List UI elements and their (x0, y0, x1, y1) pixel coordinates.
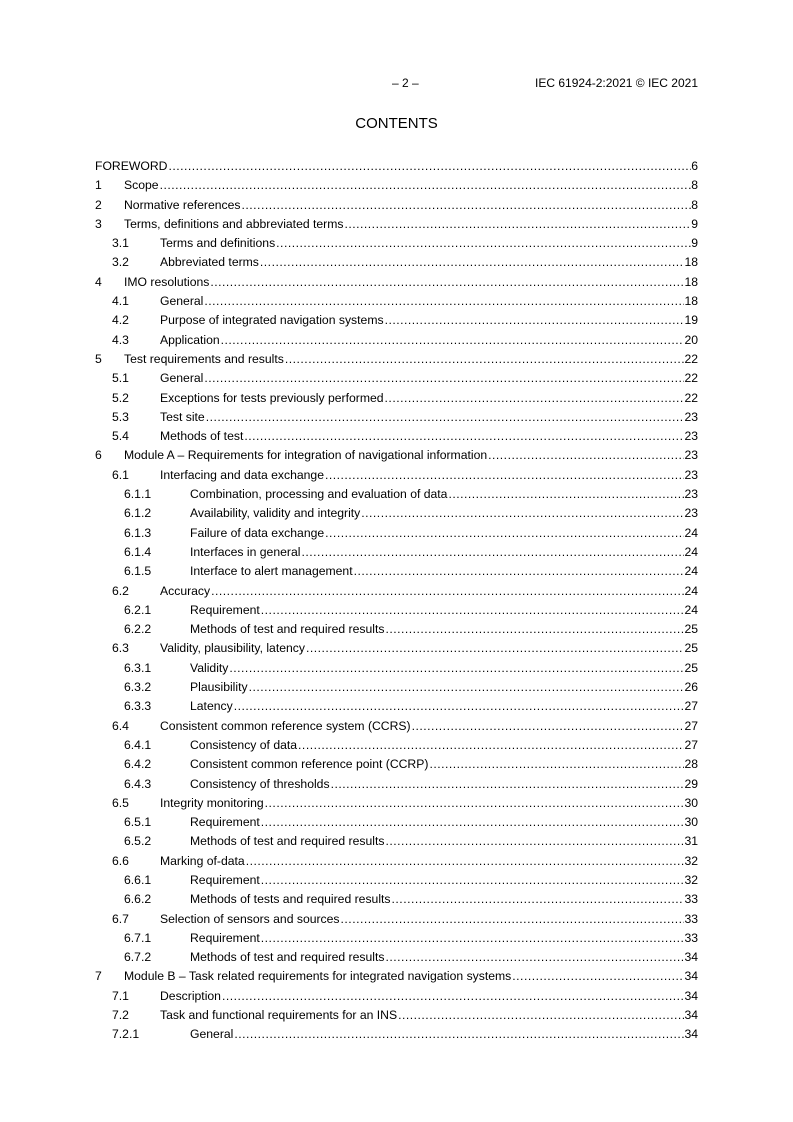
dot-leader (384, 833, 684, 849)
toc-entry-title: Test requirements and results (124, 351, 284, 366)
toc-entry-page: 23 (684, 506, 698, 521)
dot-leader (330, 776, 685, 792)
toc-entry-title: Marking of-data (160, 853, 245, 868)
toc-entry-line (160, 988, 698, 1004)
dot-leader (360, 505, 684, 521)
toc-entry-title: FOREWORD (95, 159, 168, 173)
dot-leader (233, 698, 685, 714)
toc-entry-page: 24 (684, 544, 698, 559)
toc-entry-page: 18 (684, 274, 698, 289)
dot-leader (167, 158, 691, 174)
toc-entry-title: Methods of tests and required results (190, 892, 391, 907)
toc-entry-number: 3.2 (112, 255, 129, 270)
toc-entry[interactable] (95, 351, 698, 370)
toc-entry-page: 27 (684, 737, 698, 752)
toc-entry-number: 5.4 (112, 429, 129, 444)
toc-entry-title: Requirement (190, 872, 260, 887)
toc-entry-page: 8 (691, 197, 698, 212)
dot-leader (384, 949, 684, 965)
toc-entry-number: 6.5 (112, 795, 129, 810)
toc-entry[interactable] (95, 756, 698, 775)
toc-entry-page: 9 (691, 216, 698, 231)
toc-entry-title: Interfacing and data exchange (160, 467, 324, 482)
toc-entry-line (160, 911, 698, 927)
dot-leader (340, 911, 685, 927)
toc-entry-title: Consistency of thresholds (190, 776, 330, 791)
toc-entry-number: 6.4.2 (124, 757, 152, 772)
toc-entry-number: 6.3.3 (124, 699, 152, 714)
toc-entry[interactable] (95, 776, 698, 795)
toc-entry-number: 5.1 (112, 371, 129, 386)
toc-entry-title: Availability, validity and integrity (190, 506, 361, 521)
toc-entry-title: Combination, processing and evaluation of data (190, 487, 448, 502)
header-reference: IEC 61924-2:2021 © IEC 2021 (535, 76, 698, 90)
toc-entry-page: 31 (684, 834, 698, 849)
toc-entry[interactable] (95, 525, 698, 544)
toc-entry-page: 30 (684, 795, 698, 810)
toc-entry-line (160, 235, 698, 251)
toc-entry-page: 25 (684, 622, 698, 637)
toc-entry-page: 24 (684, 583, 698, 598)
toc-entry-line (160, 1007, 698, 1023)
toc-entry[interactable] (95, 640, 698, 659)
toc-entry[interactable] (95, 447, 698, 466)
toc-entry[interactable] (95, 486, 698, 505)
toc-entry-page: 32 (684, 872, 698, 887)
toc-entry-title: Failure of data exchange (190, 525, 325, 540)
toc-entry-title: Application (160, 332, 220, 347)
dot-leader (260, 602, 685, 618)
toc-entry-number: 6.1.1 (124, 487, 152, 502)
toc-entry[interactable] (95, 254, 698, 273)
toc-entry-page: 18 (684, 294, 698, 309)
toc-entry[interactable] (95, 467, 698, 486)
toc-entry-page: 22 (684, 351, 698, 366)
toc-entry-title: Normative references (124, 197, 241, 212)
toc-entry[interactable] (95, 718, 698, 737)
toc-entry-number: 6.2.1 (124, 602, 152, 617)
dot-leader (305, 640, 684, 656)
toc-entry-number: 6.1.3 (124, 525, 152, 540)
toc-entry-number: 6.7.2 (124, 950, 152, 965)
dot-leader (353, 563, 685, 579)
toc-entry[interactable] (95, 988, 698, 1007)
dot-leader (391, 891, 685, 907)
toc-entry-number: 7.2.1 (112, 1027, 140, 1042)
toc-entry-line (160, 332, 698, 348)
toc-entry-line (190, 814, 698, 830)
toc-entry-title: Terms, definitions and abbreviated terms (124, 216, 344, 231)
toc-entry-title: Latency (190, 699, 233, 714)
toc-entry-number: 6.6 (112, 853, 129, 868)
toc-entry-line (190, 891, 698, 907)
toc-entry-number: 6.3.1 (124, 660, 152, 675)
toc-entry[interactable] (95, 563, 698, 582)
toc-entry-title: Validity (190, 660, 229, 675)
dot-leader (203, 293, 684, 309)
dot-leader (511, 968, 684, 984)
toc-entry-page: 23 (684, 429, 698, 444)
toc-entry-line (190, 621, 698, 637)
dot-leader (384, 621, 684, 637)
toc-entry-line (190, 872, 698, 888)
toc-entry-line (190, 949, 698, 965)
toc-entry-line (160, 467, 698, 483)
toc-entry-page: 27 (684, 718, 698, 733)
toc-entry[interactable] (95, 505, 698, 524)
dot-leader (159, 177, 692, 193)
toc-entry-line (160, 640, 698, 656)
toc-entry-page: 24 (684, 525, 698, 540)
toc-entry-title: Abbreviated terms (160, 255, 259, 270)
toc-entry-line (190, 737, 698, 753)
toc-entry-number: 3 (95, 216, 102, 231)
toc-entry-line (95, 158, 698, 174)
toc-entry-page: 22 (684, 371, 698, 386)
toc-entry[interactable] (95, 930, 698, 949)
toc-entry[interactable] (95, 949, 698, 968)
toc-entry-line (124, 447, 698, 463)
toc-entry-page: 27 (684, 699, 698, 714)
toc-entry-page: 18 (684, 255, 698, 270)
toc-entry-line (160, 390, 698, 406)
dot-leader (300, 544, 684, 560)
dot-leader (205, 409, 685, 425)
toc-entry-number: 5.2 (112, 390, 129, 405)
toc-entry[interactable] (95, 833, 698, 852)
toc-entry[interactable] (95, 679, 698, 698)
page-header (95, 76, 698, 92)
toc-entry-title: IMO resolutions (124, 274, 210, 289)
toc-entry-title: Description (160, 988, 221, 1003)
toc-entry[interactable] (95, 872, 698, 891)
dot-leader (245, 853, 685, 869)
toc-entry-title: Module B – Task related requirements for integrated navigation systems (124, 969, 512, 984)
toc-entry[interactable] (95, 544, 698, 563)
toc-entry-page: 30 (684, 815, 698, 830)
dot-leader (447, 486, 684, 502)
dot-leader (264, 795, 685, 811)
toc-entry-number: 6.3.2 (124, 680, 152, 695)
toc-entry-title: Requirement (190, 815, 260, 830)
toc-entry-line (190, 756, 698, 772)
toc-entry-title: Methods of test and required results (190, 950, 385, 965)
toc-entry-page: 24 (684, 602, 698, 617)
toc-entry-page: 23 (684, 409, 698, 424)
toc-entry-title: Requirement (190, 930, 260, 945)
toc-entry-number: 6.4.1 (124, 737, 152, 752)
toc-entry-number: 6.1.2 (124, 506, 152, 521)
toc-entry-title: Methods of test (160, 429, 244, 444)
dot-leader (275, 235, 691, 251)
dot-leader (343, 216, 691, 232)
toc-entry[interactable] (95, 891, 698, 910)
toc-entry[interactable] (95, 332, 698, 351)
toc-entry-page: 33 (684, 930, 698, 945)
toc-entry-page: 19 (684, 313, 698, 328)
toc-entry-title: Accuracy (160, 583, 211, 598)
toc-entry-number: 6.6.2 (124, 892, 152, 907)
toc-entry[interactable] (95, 583, 698, 602)
toc-entry-number: 6.5.1 (124, 815, 152, 830)
dot-leader (260, 930, 685, 946)
toc-entry-line (190, 679, 698, 695)
toc-entry-line (124, 216, 698, 232)
toc-entry-number: 6.4 (112, 718, 129, 733)
toc-entry[interactable] (95, 814, 698, 833)
toc-entry-page: 9 (691, 236, 698, 251)
toc-entry-line (160, 583, 698, 599)
dot-leader (260, 872, 685, 888)
toc-entry-title: Interfaces in general (190, 544, 301, 559)
toc-entry-line (190, 833, 698, 849)
toc-entry[interactable] (95, 409, 698, 428)
toc-entry-title: General (160, 294, 204, 309)
toc-entry[interactable] (95, 428, 698, 447)
toc-entry-page: 26 (684, 680, 698, 695)
toc-entry-line (160, 370, 698, 386)
toc-entry-page: 23 (684, 448, 698, 463)
toc-entry-number: 6.6.1 (124, 872, 152, 887)
toc-entry[interactable] (95, 621, 698, 640)
toc-entry-page: 25 (684, 641, 698, 656)
dot-leader (233, 1026, 684, 1042)
toc-entry-title: Consistency of data (190, 737, 298, 752)
toc-entry-page: 34 (684, 1027, 698, 1042)
table-of-contents (95, 158, 698, 1046)
toc-entry-title: Exceptions for tests previously performed (160, 390, 384, 405)
toc-entry-number: 4 (95, 274, 102, 289)
toc-entry[interactable] (95, 390, 698, 409)
toc-entry[interactable] (95, 602, 698, 621)
toc-entry-line (190, 486, 698, 502)
toc-entry[interactable] (95, 660, 698, 679)
toc-entry-line (160, 428, 698, 444)
toc-entry-line (160, 409, 698, 425)
dot-leader (243, 428, 684, 444)
toc-entry-number: 7.1 (112, 988, 129, 1003)
toc-entry[interactable] (95, 274, 698, 293)
toc-entry-page: 25 (684, 660, 698, 675)
toc-entry-page: 29 (684, 776, 698, 791)
toc-entry-title: Terms and definitions (160, 236, 276, 251)
toc-entry-number: 6.7.1 (124, 930, 152, 945)
toc-entry-line (160, 795, 698, 811)
toc-entry-line (124, 274, 698, 290)
toc-entry-page: 8 (691, 178, 698, 193)
toc-entry-line (160, 718, 698, 734)
toc-entry-number: 7.2 (112, 1008, 129, 1023)
toc-entry-number: 4.2 (112, 313, 129, 328)
toc-entry-line (190, 525, 698, 541)
toc-entry-line (190, 544, 698, 560)
toc-entry-number: 6.1 (112, 467, 129, 482)
toc-entry[interactable] (95, 737, 698, 756)
toc-entry[interactable] (95, 158, 698, 177)
dot-leader (210, 583, 684, 599)
toc-entry-title: General (160, 371, 204, 386)
toc-entry-number: 6.2 (112, 583, 129, 598)
dot-leader (324, 525, 684, 541)
toc-entry-line (124, 968, 698, 984)
dot-leader (397, 1007, 684, 1023)
toc-entry-line (190, 776, 698, 792)
toc-entry-title: Plausibility (190, 680, 248, 695)
dot-leader (384, 312, 685, 328)
toc-entry-page: 32 (684, 853, 698, 868)
contents-title: CONTENTS (355, 115, 438, 132)
toc-entry-number: 6.1.4 (124, 544, 152, 559)
toc-entry-number: 4.1 (112, 294, 129, 309)
dot-leader (384, 390, 685, 406)
toc-entry-page: 33 (684, 911, 698, 926)
toc-entry-title: Module A – Requirements for integration of navigational information (124, 448, 488, 463)
toc-entry-line (190, 930, 698, 946)
dot-leader (220, 332, 685, 348)
toc-entry-number: 5 (95, 351, 102, 366)
toc-entry-title: Test site (160, 409, 205, 424)
toc-entry[interactable] (95, 177, 698, 196)
toc-entry-title: Consistent common reference system (CCRS) (160, 718, 411, 733)
toc-entry-line (160, 312, 698, 328)
toc-entry-title: Scope (124, 178, 159, 193)
toc-entry[interactable] (95, 698, 698, 717)
toc-entry-page: 33 (684, 892, 698, 907)
dot-leader (241, 197, 692, 213)
toc-entry-line (190, 602, 698, 618)
toc-entry[interactable] (95, 197, 698, 216)
toc-entry-title: Validity, plausibility, latency (160, 641, 305, 656)
toc-entry-line (190, 698, 698, 714)
toc-entry-title: Interface to alert management (190, 564, 353, 579)
dot-leader (248, 679, 685, 695)
dot-leader (209, 274, 684, 290)
dot-leader (297, 737, 684, 753)
toc-entry[interactable] (95, 1026, 698, 1045)
toc-entry[interactable] (95, 216, 698, 235)
toc-entry-title: Task and functional requirements for an INS (160, 1008, 398, 1023)
toc-entry-line (124, 197, 698, 213)
dot-leader (487, 447, 684, 463)
toc-entry-page: 34 (684, 1008, 698, 1023)
toc-entry-title: Consistent common reference point (CCRP) (190, 757, 429, 772)
toc-entry-page: 20 (684, 332, 698, 347)
toc-entry-number: 5.3 (112, 409, 129, 424)
toc-entry-title: Integrity monitoring (160, 795, 264, 810)
toc-entry-title: Selection of sensors and sources (160, 911, 340, 926)
toc-entry-page: 34 (684, 969, 698, 984)
toc-entry[interactable] (95, 235, 698, 254)
toc-entry-number: 6.7 (112, 911, 129, 926)
toc-entry[interactable] (95, 911, 698, 930)
toc-entry-page: 23 (684, 487, 698, 502)
toc-entry-title: Methods of test and required results (190, 834, 385, 849)
toc-entry-page: 23 (684, 467, 698, 482)
dot-leader (284, 351, 685, 367)
toc-entry-number: 6.5.2 (124, 834, 152, 849)
toc-entry-line (190, 563, 698, 579)
dot-leader (259, 254, 685, 270)
toc-entry[interactable] (95, 795, 698, 814)
dot-leader (324, 467, 684, 483)
toc-entry[interactable] (95, 853, 698, 872)
toc-entry-line (190, 660, 698, 676)
toc-entry[interactable] (95, 293, 698, 312)
toc-entry-number: 3.1 (112, 236, 129, 251)
toc-entry-title: Purpose of integrated navigation systems (160, 313, 384, 328)
toc-entry-page: 24 (684, 564, 698, 579)
toc-entry[interactable] (95, 968, 698, 987)
toc-entry[interactable] (95, 312, 698, 331)
dot-leader (428, 756, 684, 772)
toc-entry-line (160, 293, 698, 309)
toc-entry-line (190, 1026, 698, 1042)
toc-entry-number: 6.2.2 (124, 622, 152, 637)
toc-entry-line (124, 177, 698, 193)
dot-leader (221, 988, 684, 1004)
toc-entry[interactable] (95, 370, 698, 389)
toc-entry-title: Methods of test and required results (190, 622, 385, 637)
toc-entry-number: 6.3 (112, 641, 129, 656)
toc-entry-number: 4.3 (112, 332, 129, 347)
toc-entry-number: 6 (95, 448, 102, 463)
toc-entry-line (124, 351, 698, 367)
toc-entry-line (160, 853, 698, 869)
dot-leader (203, 370, 684, 386)
toc-entry-line (190, 505, 698, 521)
toc-entry-page: 34 (684, 988, 698, 1003)
toc-entry-number: 6.1.5 (124, 564, 152, 579)
toc-entry-page: 6 (691, 159, 698, 173)
toc-entry-number: 7 (95, 969, 102, 984)
toc-entry-line (160, 254, 698, 270)
toc-entry-page: 28 (684, 757, 698, 772)
toc-entry-title: General (190, 1027, 234, 1042)
toc-entry-number: 1 (95, 178, 102, 193)
toc-entry-page: 34 (684, 950, 698, 965)
header-page-number: – 2 – (392, 76, 419, 90)
dot-leader (228, 660, 684, 676)
toc-entry-title: Requirement (190, 602, 260, 617)
toc-entry-number: 2 (95, 197, 102, 212)
dot-leader (260, 814, 685, 830)
dot-leader (411, 718, 685, 734)
toc-entry-page: 22 (684, 390, 698, 405)
toc-entry[interactable] (95, 1007, 698, 1026)
toc-entry-number: 6.4.3 (124, 776, 152, 791)
